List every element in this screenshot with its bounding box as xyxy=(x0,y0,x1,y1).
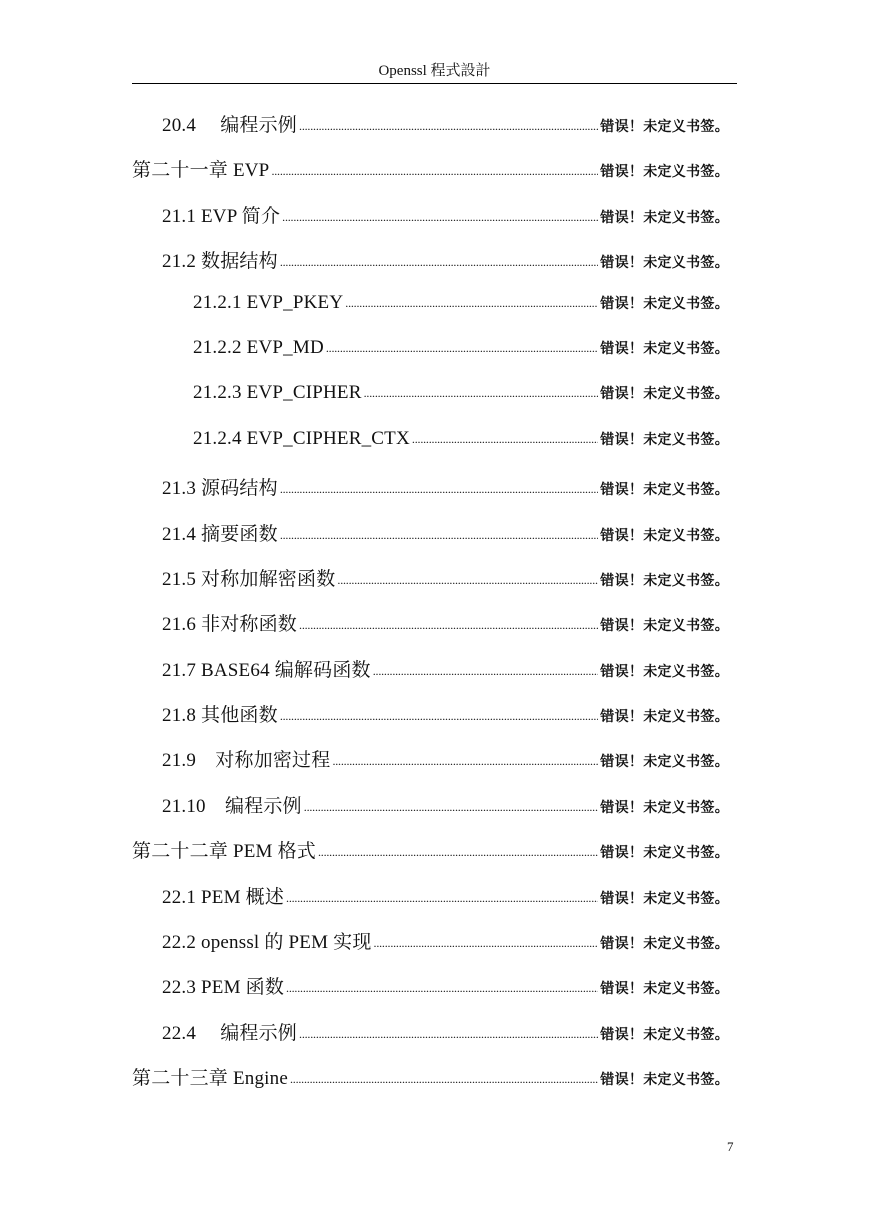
toc-entry-title[interactable]: 22.3 PEM 函数 xyxy=(162,977,285,999)
toc-entry-page-ref: 错误！未定义书签。 xyxy=(600,618,729,635)
toc-entry-page-ref: 错误！未定义书签。 xyxy=(600,340,729,357)
dot-leader xyxy=(337,568,598,590)
toc-entry-title[interactable]: 21.2 数据结构 xyxy=(162,251,278,273)
toc-entry-page-ref: 错误！未定义书签。 xyxy=(600,164,729,181)
toc-entry[interactable] xyxy=(132,246,729,291)
toc-entry[interactable] xyxy=(132,745,729,790)
toc-entry[interactable] xyxy=(132,927,729,972)
dot-leader xyxy=(345,291,598,313)
toc-entry-title[interactable]: 21.8 其他函数 xyxy=(162,705,278,727)
toc-entry-title[interactable]: 21.1 EVP 简介 xyxy=(162,205,281,227)
dot-leader xyxy=(280,523,598,545)
toc-entry-title[interactable]: 21.2.4 EVP_CIPHER_CTX xyxy=(193,427,410,449)
toc-entry[interactable] xyxy=(132,700,729,745)
dot-leader xyxy=(286,976,598,998)
toc-entry[interactable] xyxy=(132,836,729,881)
toc-entry-page-ref: 错误！未定义书签。 xyxy=(600,527,729,544)
header-title: Openssl 程式設計 xyxy=(378,63,491,79)
dot-leader xyxy=(412,427,598,449)
toc-entry-page-ref: 错误！未定义书签。 xyxy=(600,482,729,499)
toc-entry-page-ref: 错误！未定义书签。 xyxy=(600,754,729,771)
toc-entry-page-ref: 错误！未定义书签。 xyxy=(600,572,729,589)
toc-entry-title[interactable]: 21.2.3 EVP_CIPHER xyxy=(193,382,362,404)
toc-entry-page-ref: 错误！未定义书签。 xyxy=(600,255,729,272)
dot-leader xyxy=(286,886,598,908)
toc-entry-title[interactable]: 22.2 openssl 的 PEM 实现 xyxy=(162,932,372,954)
toc-entry-page-ref: 错误！未定义书签。 xyxy=(600,890,729,907)
toc-entry[interactable] xyxy=(132,155,729,200)
toc-entry[interactable] xyxy=(132,519,729,564)
dot-leader xyxy=(374,931,599,953)
dot-leader xyxy=(299,613,598,635)
toc-entry-page-ref: 错误！未定义书签。 xyxy=(600,1026,729,1043)
toc-entry-title[interactable]: 22.1 PEM 概述 xyxy=(162,886,285,908)
toc-entry[interactable] xyxy=(132,882,729,927)
toc-entry-page-ref: 错误！未定义书签。 xyxy=(600,119,729,135)
dot-leader xyxy=(373,659,599,681)
toc-entry-page-ref: 错误！未定义书签。 xyxy=(600,981,729,998)
toc-entry-page-ref: 错误！未定义书签。 xyxy=(600,709,729,726)
dot-leader xyxy=(364,381,599,403)
toc-entry[interactable] xyxy=(132,337,729,382)
toc-entry-title[interactable]: 21.5 对称加解密函数 xyxy=(162,568,336,590)
toc-entry-title[interactable]: 21.3 源码结构 xyxy=(162,478,278,500)
page-header xyxy=(132,61,737,84)
toc-entry[interactable] xyxy=(132,791,729,836)
dot-leader xyxy=(332,749,598,771)
dot-leader xyxy=(299,114,598,136)
dot-leader xyxy=(271,159,598,181)
dot-leader xyxy=(280,250,598,272)
toc-entry-title[interactable]: 21.2.2 EVP_MD xyxy=(193,336,324,358)
toc-entry-page-ref: 错误！未定义书签。 xyxy=(600,1072,729,1089)
toc-entry-title[interactable]: 第二十三章 Engine xyxy=(132,1068,288,1090)
toc-entry-page-ref: 错误！未定义书签。 xyxy=(600,845,729,862)
toc-entry[interactable] xyxy=(132,609,729,654)
toc-entry[interactable] xyxy=(132,110,729,155)
toc-entry-page-ref: 错误！未定义书签。 xyxy=(600,799,729,816)
table-of-contents xyxy=(132,110,729,1109)
toc-entry[interactable] xyxy=(132,1018,729,1063)
toc-entry-page-ref: 错误！未定义书签。 xyxy=(600,936,729,953)
toc-entry-title[interactable]: 22.4 编程示例 xyxy=(162,1022,298,1044)
toc-entry-page-ref: 错误！未定义书签。 xyxy=(600,295,729,312)
dot-leader xyxy=(280,704,598,726)
toc-entry[interactable] xyxy=(132,473,729,518)
dot-leader xyxy=(290,1067,598,1089)
toc-entry[interactable] xyxy=(132,201,729,246)
toc-entry-title[interactable]: 第二十二章 PEM 格式 xyxy=(132,841,316,863)
toc-entry-title[interactable]: 21.2.1 EVP_PKEY xyxy=(193,291,344,313)
page-number: 7 xyxy=(727,1139,734,1154)
toc-entry[interactable] xyxy=(132,564,729,609)
toc-entry-title[interactable]: 21.6 非对称函数 xyxy=(162,614,298,636)
toc-entry-title[interactable]: 第二十一章 EVP xyxy=(132,160,270,182)
toc-entry-title[interactable]: 21.10 编程示例 xyxy=(162,795,302,817)
toc-entry[interactable] xyxy=(132,655,729,700)
toc-entry-title[interactable]: 21.7 BASE64 编解码函数 xyxy=(162,659,371,681)
toc-entry-title[interactable]: 21.4 摘要函数 xyxy=(162,523,278,545)
toc-entry-page-ref: 错误！未定义书签。 xyxy=(600,663,729,680)
toc-entry[interactable] xyxy=(132,972,729,1017)
dot-leader xyxy=(304,795,599,817)
toc-entry-title[interactable]: 21.9 对称加密过程 xyxy=(162,750,331,772)
toc-entry[interactable] xyxy=(132,428,729,473)
dot-leader xyxy=(299,1022,598,1044)
dot-leader xyxy=(326,336,598,358)
toc-entry[interactable] xyxy=(132,292,729,337)
toc-entry-page-ref: 错误！未定义书签。 xyxy=(600,386,729,403)
toc-entry[interactable] xyxy=(132,1063,729,1108)
toc-entry-page-ref: 错误！未定义书签。 xyxy=(600,209,729,226)
toc-entry[interactable] xyxy=(132,382,729,427)
dot-leader xyxy=(318,840,598,862)
toc-entry-page-ref: 错误！未定义书签。 xyxy=(600,431,729,448)
dot-leader xyxy=(282,205,598,227)
dot-leader xyxy=(280,477,598,499)
toc-entry-title[interactable]: 20.4 编程示例 xyxy=(162,115,298,136)
